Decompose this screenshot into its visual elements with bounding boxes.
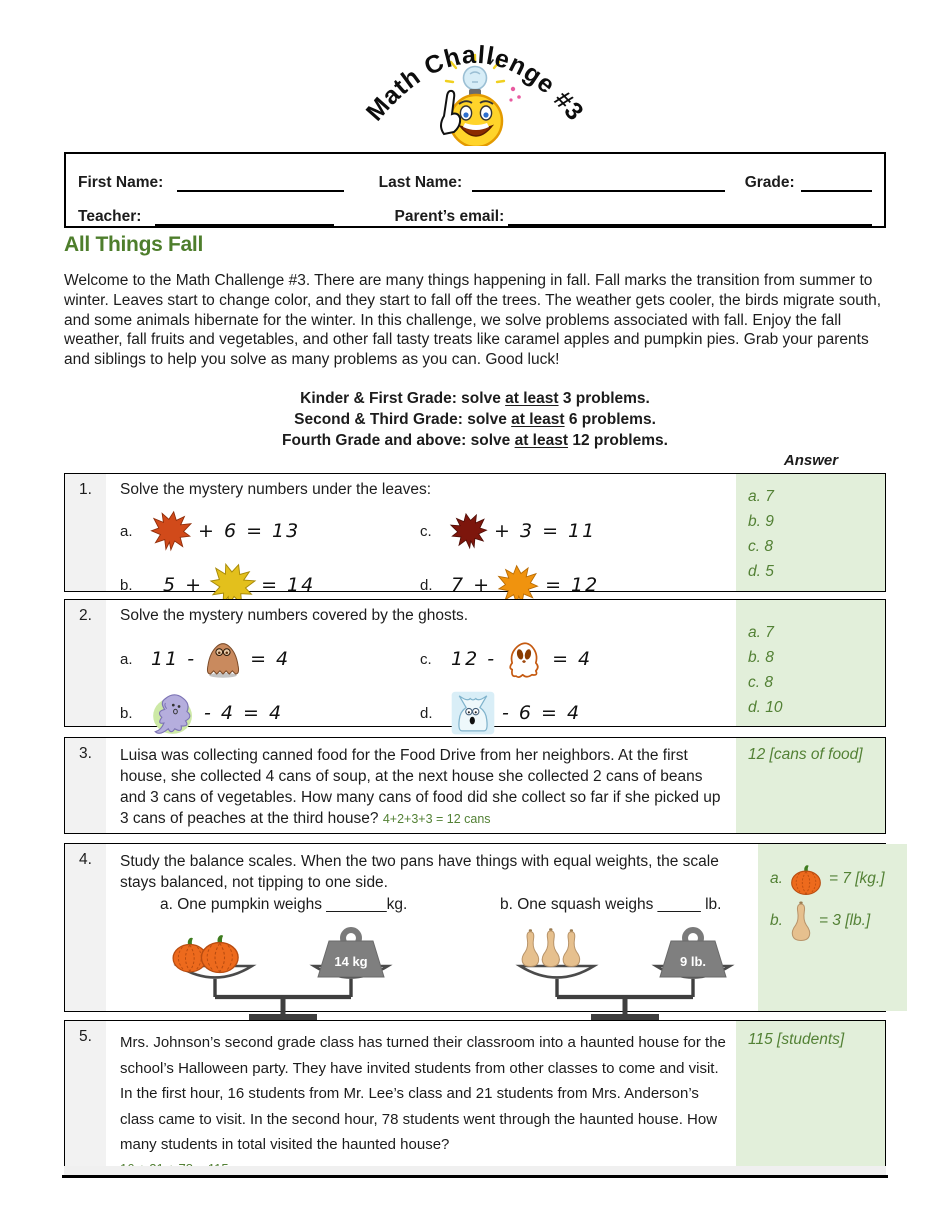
problem-number: 4. [65,844,106,1011]
equation-grid [120,509,728,607]
ghost-orange-sketch-icon [503,638,545,680]
answer-a: a. 7 [748,488,774,505]
student-info-form [64,152,886,228]
equation-a: a. 11 - = 4 [120,637,420,681]
answer-cell [736,600,885,726]
fill-in-line [120,896,750,920]
problem-number: 2. [65,600,106,726]
problem-row-3 [64,737,886,834]
smiley-lightbulb-icon [348,34,602,146]
answer-c: c. 8 [748,674,773,691]
equation-grid [120,637,728,735]
sub-question-b: b. One squash weighs _____ lb. [500,896,722,913]
answer-cell [736,1021,885,1167]
problem-row-5 [64,1020,886,1168]
instruction-line: Kinder & First Grade: solve at least 3 problems. [300,390,650,407]
weight-label: 9 lb. [679,954,707,969]
instruction-line: Second & Third Grade: solve at least 6 problems. [294,411,656,428]
answer-b: b. = 3 [lb.] [770,900,903,942]
answer-d: d. 5 [748,563,774,580]
grade-blank [801,176,872,192]
answer-value: 115 [students] [748,1031,845,1048]
problem-number: 5. [65,1021,106,1167]
pumpkin-icon [201,935,238,972]
problem-title: Solve the mystery numbers under the leaves: [120,481,432,498]
problem-number: 3. [65,738,106,833]
balance-scale-squash-icon [500,926,750,1023]
answer-value: 12 [cans of food] [748,746,863,763]
pumpkin-icon [788,862,824,896]
answer-cell [736,474,885,591]
answer-a: a. = 7 [kg.] [770,862,903,896]
instruction-line: Fourth Grade and above: solve at least 12 problems. [282,432,668,449]
math-challenge-logo [348,34,602,146]
squash-icon [788,900,814,942]
teacher-blank [155,210,333,226]
squash-icon [542,928,559,966]
balance-scales [120,926,750,1023]
equation-b: b. 5 + = 14 [120,563,420,607]
answer-b: b. 8 [748,649,774,666]
equation-b: b. - 4 = 4 [120,691,420,735]
squash-icon [563,929,580,966]
next-row-strip [64,1166,886,1175]
problem-title: Solve the mystery numbers covered by the ghosts. [120,607,469,624]
answer-b: b. 9 [748,513,774,530]
squash-icon [522,929,539,966]
teacher-label: Teacher: [78,208,142,225]
form-row-2 [78,198,872,226]
parent-email-label: Parent’s email: [394,208,505,225]
ghost-purple-icon [151,690,197,736]
weight-label: 14 kg [334,954,368,969]
equation-d: d. - 6 = 4 [420,691,728,735]
ghost-blue-icon [451,691,495,735]
equation-c: c. + 3 = 11 [420,509,728,553]
problem-number: 1. [65,474,106,591]
answer-a: a. 7 [748,624,774,641]
problem-body [106,600,736,726]
solution-work: 4+2+3+3 = 12 cans [382,812,491,826]
maple-leaf-red-icon [151,510,191,552]
logo-title: Math Challenge #3 [360,40,590,127]
equation-d: d. 7 + = 12 [420,563,728,607]
problem-body [106,1021,736,1167]
equation-a: a. + 6 = 13 [120,509,420,553]
ghost-tan-icon [203,639,243,679]
problem-text: Study the balance scales. When the two pans have things with equal weights, the scale stays balanced, not tipping to one side. [120,853,719,891]
answer-cell [758,844,907,1011]
problem-row-1 [64,473,886,596]
sub-question-a: a. One pumpkin weighs _______kg. [160,896,408,913]
problem-text: Luisa was collecting canned food for the Food Drive from her neighbors. At the first house, she collected 4 cans of soup, at the next house she collected 2 cans of beans and 3 cans of vegetables. How many cans of food did she collect so far if she picked up 3 cans of peaches at the third house? 4+2+3+3 = 12 cans [120,747,721,827]
intro-paragraph: Welcome to the Math Challenge #3. There are many things happening in fall. Fall marks the transition from summer to winter. Leaves start to change color, and they start to fall off the trees. The weather gets cooler, the birds migrate south, and some animals hibernate for the winter. In this challenge, we solve problems associated with fall. Enjoy the fall weather, fall fruits and vegetables, and other fall tasty treats like caramel apples and pumpkin pies. Grab your parents and siblings to help you solve as many problems as you can. Good luck! [64,272,882,369]
balance-scale-pumpkins-icon [158,926,408,1023]
answer-c: c. 8 [748,538,773,555]
problem-body [106,844,758,1011]
problem-row-4 [64,843,886,1012]
answer-cell [736,738,885,833]
grade-instructions [64,388,886,451]
form-row-1 [78,164,872,192]
problem-row-2 [64,599,886,727]
problem-body [106,738,736,833]
first-name-blank [177,176,343,192]
maple-leaf-darkred-icon [451,512,487,550]
problem-text: Mrs. Johnson’s second grade class has turned their classroom into a haunted house for the school’s Halloween party. They have invited students from other classes to come and visit. In the first hour, 16 students from Mr. Lee’s class and 21 students from Mrs. Anderson’s class came to visit. In the second hour, 78 students went through the haunted house. How many students in total visited the haunted house? [120,1034,726,1153]
next-row-border [62,1175,888,1178]
problem-body [106,474,736,596]
last-name-blank [472,176,725,192]
page-title: All Things Fall [64,233,204,256]
first-name-label: First Name: [78,174,164,191]
answer-d: d. 10 [748,699,783,716]
grade-label: Grade: [744,174,795,191]
last-name-label: Last Name: [378,174,463,191]
equation-c: c. 12 - = 4 [420,637,728,681]
parent-email-blank [508,210,872,226]
answer-column-header: Answer [783,452,839,469]
